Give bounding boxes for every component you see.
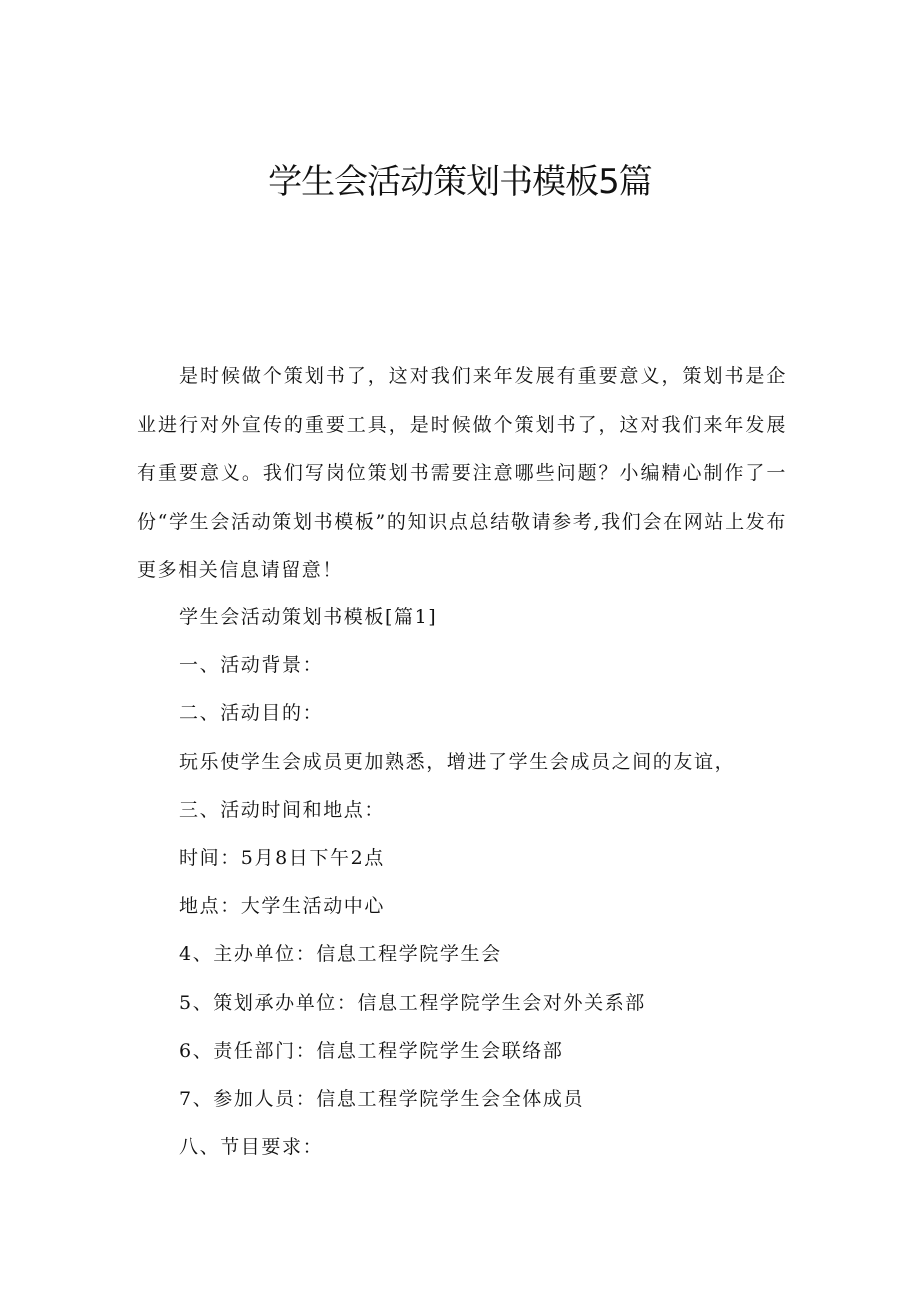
place-line: 地点：大学生活动中心 bbox=[179, 895, 386, 918]
purpose-text: 玩乐使学生会成员更加熟悉，增进了学生会成员之间的友谊， bbox=[179, 750, 736, 773]
heading-program-requirements: 八、节目要求： bbox=[179, 1136, 324, 1159]
organizer-line: 5、策划承办单位：信息工程学院学生会对外关系部 bbox=[179, 991, 646, 1014]
heading-activity-background: 一、活动背景： bbox=[179, 654, 324, 677]
document-title: 学生会活动策划书模板5篇 bbox=[268, 162, 652, 202]
heading-activity-purpose: 二、活动目的： bbox=[179, 702, 324, 725]
section-heading-part-1: 学生会活动策划书模板[篇1] bbox=[179, 606, 438, 628]
host-unit-line: 4、主办单位：信息工程学院学生会 bbox=[179, 943, 502, 966]
heading-time-and-place: 三、活动时间和地点： bbox=[179, 798, 386, 821]
time-line: 时间：5月8日下午2点 bbox=[179, 846, 385, 869]
responsible-dept-line: 6、责任部门：信息工程学院学生会联络部 bbox=[179, 1039, 564, 1062]
participants-line: 7、参加人员：信息工程学院学生会全体成员 bbox=[179, 1087, 585, 1110]
intro-paragraph: 是时候做个策划书了，这对我们来年发展有重要意义，策划书是企业进行对外宣传的重要工具，是时候做个策划书了，这对我们来年发展有重要意义。我们写岗位策划书需要注意哪些问题？小编精心制作了一份“学生会活动策划书模板”的知识点总结敬请参考,我们会在网站上发布更多相关信息请留意！ bbox=[137, 365, 787, 581]
document-body bbox=[179, 593, 799, 1171]
